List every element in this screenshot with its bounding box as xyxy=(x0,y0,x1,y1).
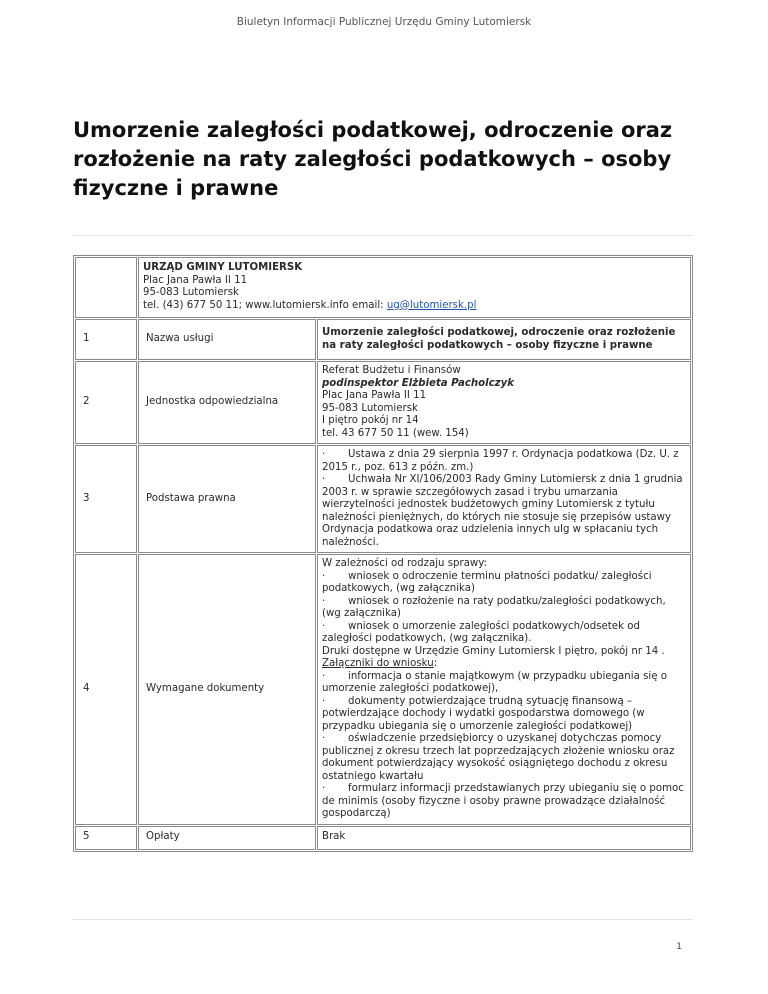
document-item xyxy=(322,596,686,621)
top-divider xyxy=(73,235,693,236)
row-label: Wymagane dokumenty xyxy=(138,554,316,825)
table-row xyxy=(75,361,691,444)
row-number: 3 xyxy=(75,445,137,553)
document-item xyxy=(322,571,686,596)
attachment-item xyxy=(322,783,686,821)
unit-street: Plac Jana Pawła II 11 xyxy=(322,390,427,401)
row-label: Jednostka odpowiedzialna xyxy=(138,361,316,444)
legal-item xyxy=(322,474,686,549)
page-header: Biuletyn Informacji Publicznej Urzędu Gminy Lutomiersk xyxy=(236,16,532,28)
attachment-item-text: informacja o stanie majątkowym (w przypadku ubiegania się o umorzenie zaległości podatkowej), xyxy=(322,670,667,694)
page-number: 1 xyxy=(676,942,682,952)
header-empty-cell xyxy=(75,257,137,318)
responsible-unit-value xyxy=(317,361,691,444)
document-item-text: wniosek o odroczenie terminu płatności podatku/ zaległości podatkowych, (wg załącznika) xyxy=(322,570,652,594)
legal-basis-value xyxy=(317,445,691,553)
legal-item-text: Uchwała Nr XI/106/2003 Rady Gminy Lutomiersk z dnia 1 grudnia 2003 r. w sprawie szczegółowych zasad i trybu umarzania wierzytelności jednostek budżetowych gminy Lutomiersk z tytułu należności pieniężnych, do których nie stosuje się przepisów ustawy Ordynacja podatkowa oraz udzielenia innych ulg w spłacaniu tych należności. xyxy=(322,474,683,548)
bullet-icon: · xyxy=(322,474,326,485)
table-row xyxy=(75,554,691,825)
documents-intro: W zależności od rodzaju sprawy: xyxy=(322,558,487,569)
required-documents-value xyxy=(317,554,691,825)
row-label: Nazwa usługi xyxy=(138,319,316,360)
unit-room: I piętro pokój nr 14 xyxy=(322,415,419,426)
office-info-cell xyxy=(138,257,691,318)
bullet-icon: · xyxy=(322,695,326,707)
service-table xyxy=(73,255,693,852)
table-row xyxy=(75,319,691,360)
row-number: 1 xyxy=(75,319,137,360)
legal-item xyxy=(322,449,686,474)
row-label: Podstawa prawna xyxy=(138,445,316,553)
bullet-icon: · xyxy=(322,733,326,744)
unit-person: podinspektor Elżbieta Pacholczyk xyxy=(322,377,515,389)
office-street: Plac Jana Pawła II 11 xyxy=(143,274,248,286)
bottom-divider xyxy=(73,919,693,920)
attachments-heading: Załączniki do wniosku: xyxy=(322,658,438,669)
office-email-link[interactable]: ug@lutomiersk.pl xyxy=(386,299,477,311)
attachment-item xyxy=(322,671,686,696)
document-item xyxy=(322,621,686,646)
fees-value: Brak xyxy=(317,826,691,850)
bullet-icon: · xyxy=(322,783,326,794)
legal-item-text: Ustawa z dnia 29 sierpnia 1997 r. Ordynacja podatkowa (Dz. U. z 2015 r., poz. 613 z późn. zm.) xyxy=(322,449,679,473)
table-header-row xyxy=(75,257,691,318)
documents-note: Druki dostępne w Urzędzie Gminy Lutomiersk I piętro, pokój nr 14 . xyxy=(322,645,665,657)
attachment-item-text: dokumenty potwierdzające trudną sytuację finansową – potwierdzające dochody i wydatki gospodarstwa domowego (w przypadku ubiegania się o umorzenie zaległości podatkowej) xyxy=(322,695,645,732)
bullet-icon: · xyxy=(322,670,326,682)
document-item-text: wniosek o umorzenie zaległości podatkowych/odsetek od zaległości podatkowych, (wg załącznika). xyxy=(322,620,640,644)
unit-phone: tel. 43 677 50 11 (wew. 154) xyxy=(322,427,469,439)
table-row xyxy=(75,445,691,553)
table-row xyxy=(75,826,691,850)
service-name-value: Umorzenie zaległości podatkowej, odroczenie oraz rozłożenie na raty zaległości podatkowych – osoby fizyczne i prawne xyxy=(317,319,691,360)
attachment-item-text: formularz informacji przedstawianych przy ubieganiu się o pomoc de minimis (osoby fizyczne i osoby prawne prowadzące działalność gospodarczą) xyxy=(322,783,684,819)
attachment-item xyxy=(322,733,686,783)
bullet-icon: · xyxy=(322,449,326,460)
bullet-icon: · xyxy=(322,595,326,607)
page-title: Umorzenie zaległości podatkowej, odroczenie oraz rozłożenie na raty zaległości podatkowych – osoby fizyczne i prawne xyxy=(73,118,673,200)
attachment-item xyxy=(322,696,686,734)
document-item-text: wniosek o rozłożenie na raty podatku/zaległości podatkowych, (wg załącznika) xyxy=(322,595,666,619)
unit-department: Referat Budżetu i Finansów xyxy=(322,365,461,376)
bullet-icon: · xyxy=(322,620,326,632)
office-contact xyxy=(143,300,686,313)
office-name: URZĄD GMINY LUTOMIERSK xyxy=(143,262,303,273)
unit-city: 95-083 Lutomiersk xyxy=(322,402,418,414)
office-city: 95-083 Lutomiersk xyxy=(143,287,239,298)
row-label: Opłaty xyxy=(138,826,316,850)
office-contact-text: tel. (43) 677 50 11; www.lutomiersk.info email: xyxy=(143,299,387,311)
row-number: 4 xyxy=(75,554,137,825)
row-number: 2 xyxy=(75,361,137,444)
attachments-label: Załączniki do wniosku xyxy=(322,658,434,669)
row-number: 5 xyxy=(75,826,137,850)
bullet-icon: · xyxy=(322,570,326,582)
attachment-item-text: oświadczenie przedsiębiorcy o uzyskanej dotychczas pomocy publicznej z okresu trzech lat poprzedzających złożenie wniosku oraz dokument potwierdzający wysokość osiągniętego dochodu z okresu ostatniego kwartału xyxy=(322,733,675,782)
